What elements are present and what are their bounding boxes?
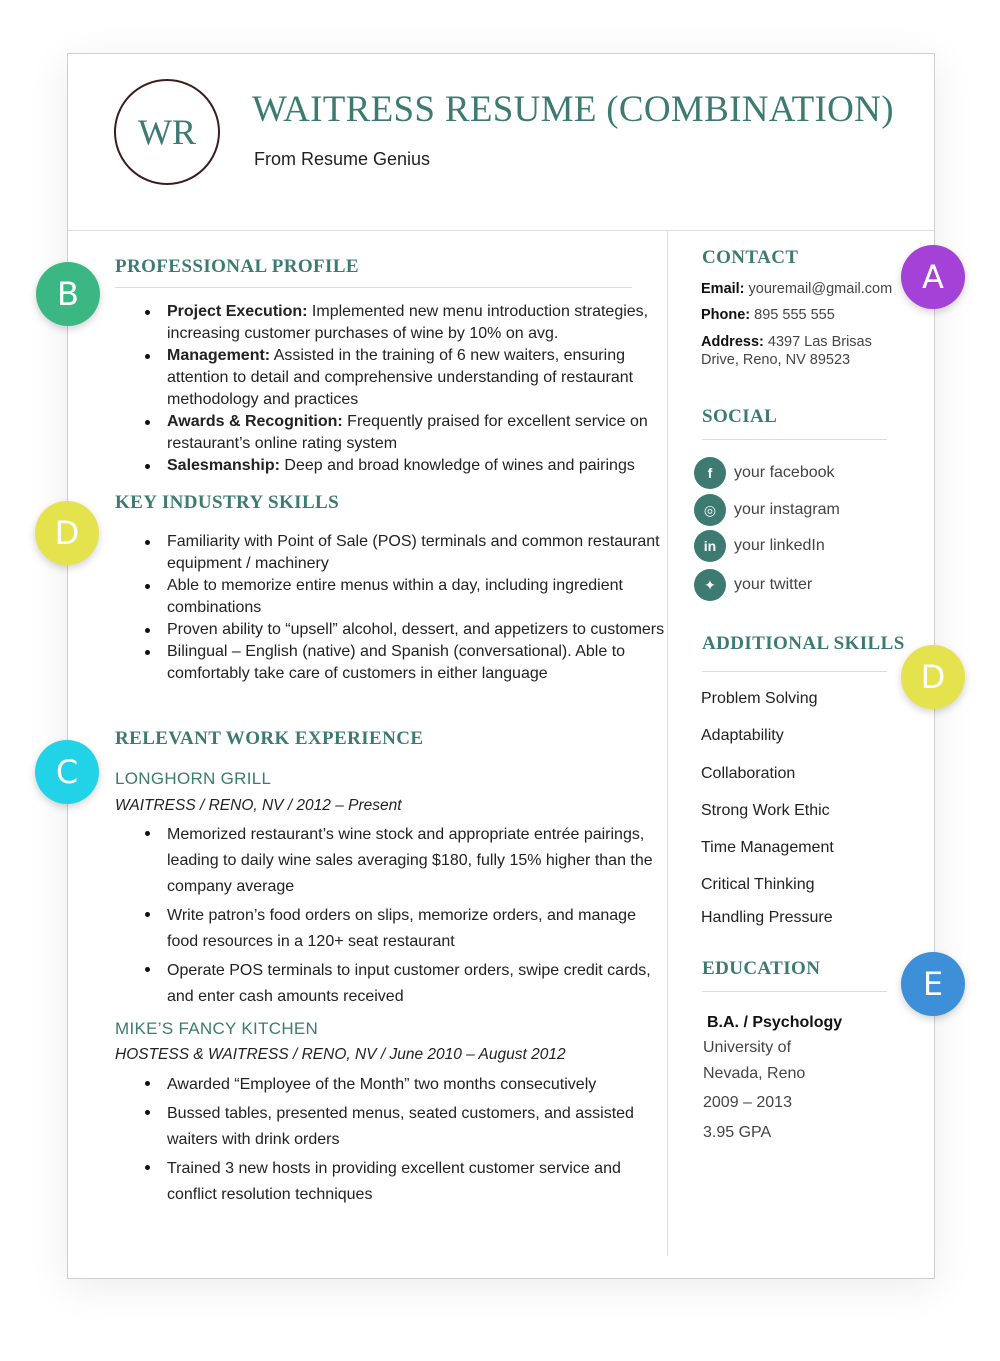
- list-item: Awards & Recognition: Frequently praised for excellent service on restaurant’s online rating system: [167, 411, 667, 455]
- annotation-badge-c: C: [35, 740, 99, 804]
- list-item: Able to memorize entire menus within a day, including ingredient combinations: [167, 575, 667, 619]
- skill-item: Time Management: [701, 839, 834, 856]
- contact-address: Address: 4397 Las Brisas Drive, Reno, NV 89523: [701, 334, 872, 368]
- section-title-contact: CONTACT: [702, 247, 799, 268]
- annotation-badge-d: D: [35, 501, 99, 565]
- section-title-profile: PROFESSIONAL PROFILE: [115, 256, 359, 277]
- profile-list: [115, 301, 667, 477]
- skills-list: [115, 531, 667, 685]
- annotation-badge-e: E: [901, 952, 965, 1016]
- job-meta: WAITRESS / RENO, NV / 2012 – Present: [115, 797, 402, 814]
- education-degree: B.A. / Psychology: [707, 1014, 843, 1031]
- facebook-icon: f: [694, 457, 726, 489]
- social-label: your twitter: [734, 576, 813, 593]
- skill-item: Handling Pressure: [701, 909, 833, 926]
- list-item: Trained 3 new hosts in providing excellent customer service and conflict resolution techniques: [167, 1156, 667, 1208]
- social-label: your instagram: [734, 501, 840, 518]
- social-facebook[interactable]: [694, 457, 835, 489]
- job-bullets: [115, 1072, 667, 1211]
- section-title-additional-skills: ADDITIONAL SKILLS: [702, 633, 905, 654]
- list-item: Awarded “Employee of the Month” two months consecutively: [167, 1072, 667, 1098]
- linkedin-icon: in: [694, 530, 726, 562]
- resume-subtitle: From Resume Genius: [254, 149, 431, 169]
- section-title-skills: KEY INDUSTRY SKILLS: [115, 492, 340, 513]
- list-item: Bussed tables, presented menus, seated customers, and assisted waiters with drink orders: [167, 1101, 667, 1153]
- skill-item: Strong Work Ethic: [701, 802, 830, 819]
- job-meta: HOSTESS & WAITRESS / RENO, NV / June 2010 – August 2012: [115, 1046, 566, 1063]
- job-bullets: [115, 822, 657, 1013]
- social-label: your linkedIn: [734, 537, 825, 554]
- skill-item: Adaptability: [701, 727, 784, 744]
- social-linkedin[interactable]: [694, 530, 825, 562]
- education-school-location: Nevada, Reno: [703, 1065, 806, 1082]
- job-name: MIKE’S FANCY KITCHEN: [115, 1019, 319, 1038]
- skill-item: Critical Thinking: [701, 876, 815, 893]
- skill-item: Collaboration: [701, 765, 796, 782]
- column-divider: [667, 231, 668, 1256]
- monogram-circle: [114, 79, 220, 185]
- section-title-education: EDUCATION: [702, 958, 821, 979]
- list-item: Project Execution: Implemented new menu introduction strategies, increasing customer purchases of wine by 10% on avg.: [167, 301, 667, 345]
- list-item: Management: Assisted in the training of 6 new waiters, ensuring attention to detail and comprehensive understanding of restaurant methodology and practices: [167, 345, 667, 411]
- list-item: Proven ability to “upsell” alcohol, dessert, and appetizers to customers: [167, 619, 667, 641]
- list-item: Familiarity with Point of Sale (POS) terminals and common restaurant equipment / machinery: [167, 531, 667, 575]
- social-twitter[interactable]: [694, 569, 812, 601]
- list-item: Salesmanship: Deep and broad knowledge of wines and pairings: [167, 455, 667, 477]
- section-rule-additional-skills: [702, 671, 887, 672]
- header-divider: [68, 230, 934, 231]
- annotation-badge-d: D: [901, 645, 965, 709]
- resume-title: WAITRESS RESUME (COMBINATION): [252, 89, 894, 130]
- section-rule-profile: [115, 287, 632, 288]
- education-school: University of: [703, 1039, 792, 1056]
- contact-email: Email: youremail@gmail.com: [701, 281, 893, 297]
- list-item: Bilingual – English (native) and Spanish (conversational). Able to comfortably take care of customers in either language: [167, 641, 667, 685]
- list-item: Write patron’s food orders on slips, memorize orders, and manage food resources in a 120+ seat restaurant: [167, 903, 657, 955]
- list-item: Operate POS terminals to input customer orders, swipe credit cards, and enter cash amounts received: [167, 958, 657, 1010]
- twitter-icon: ✦: [694, 569, 726, 601]
- contact-phone: Phone: 895 555 555: [701, 307, 835, 323]
- education-gpa: 3.95 GPA: [703, 1124, 772, 1141]
- instagram-icon: ◎: [694, 494, 726, 526]
- skill-item: Problem Solving: [701, 690, 818, 707]
- social-label: your facebook: [734, 464, 835, 481]
- annotation-badge-b: B: [36, 262, 100, 326]
- social-instagram[interactable]: [694, 494, 840, 526]
- annotation-badge-a: A: [901, 245, 965, 309]
- job-name: LONGHORN GRILL: [115, 769, 272, 788]
- section-title-experience: RELEVANT WORK EXPERIENCE: [115, 728, 424, 749]
- resume-page: [67, 53, 935, 1279]
- section-rule-education: [702, 991, 887, 992]
- section-rule-social: [702, 439, 887, 440]
- education-years: 2009 – 2013: [703, 1094, 792, 1111]
- monogram-text: WR: [138, 112, 196, 152]
- list-item: Memorized restaurant’s wine stock and appropriate entrée pairings, leading to daily wine sales averaging $180, fully 15% higher than the company average: [167, 822, 657, 900]
- section-title-social: SOCIAL: [702, 406, 778, 427]
